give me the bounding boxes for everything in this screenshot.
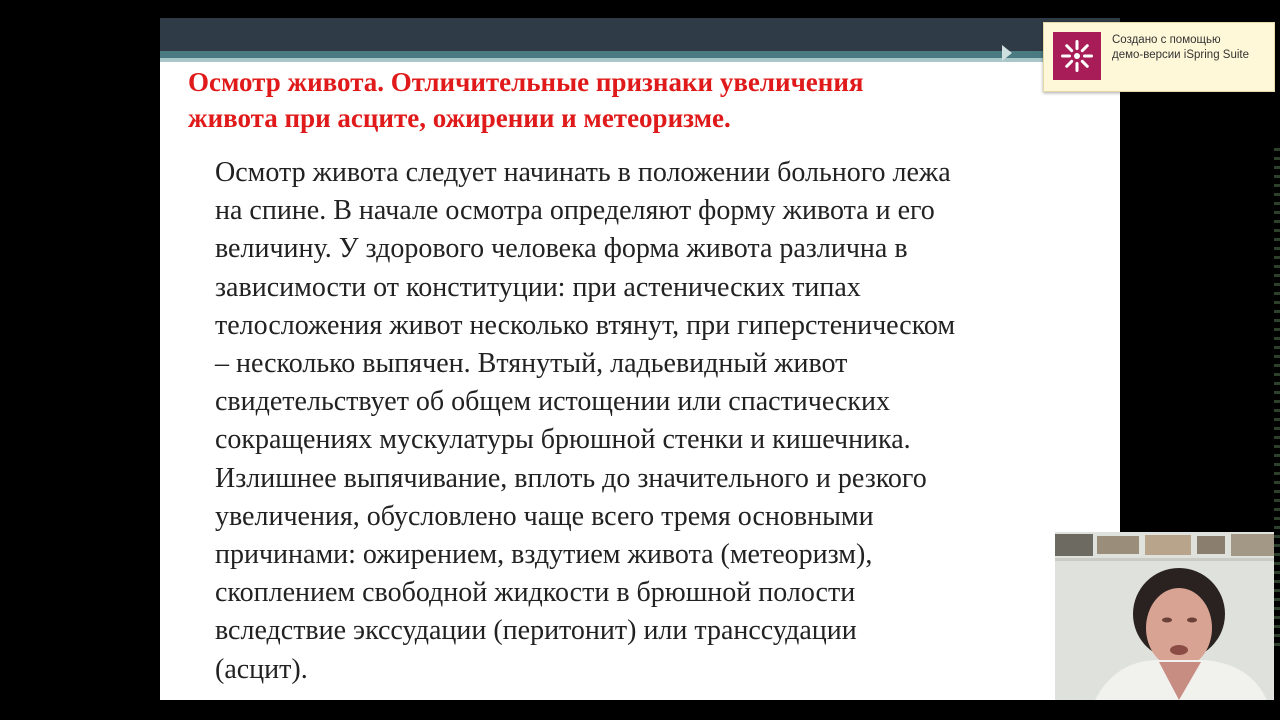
body-line: Излишнее выпячивание, вплоть до значительного и резкого <box>215 462 927 494</box>
slide-title <box>188 64 1068 136</box>
body-line: сокращениях мускулатуры брюшной стенки и кишечника. <box>215 424 911 456</box>
slide-header-line <box>160 58 1120 62</box>
body-line: величину. У здорового человека форма живота различна в <box>215 233 908 265</box>
watermark-line: демо-версии iSpring Suite <box>1112 49 1250 61</box>
body-line: Осмотр живота следует начинать в положении больного лежа <box>215 157 951 188</box>
triangle-icon <box>1002 45 1012 61</box>
body-line: увеличения, обусловлено чаще всего тремя основными <box>215 500 874 532</box>
side-strip <box>1274 148 1280 648</box>
slide-header-band <box>160 18 1120 51</box>
presentation-slide <box>160 18 1120 700</box>
body-line: (асцит). <box>215 653 308 685</box>
body-line: зависимости от конституции: при астенических типах <box>215 271 861 303</box>
webcam-video <box>1055 532 1274 700</box>
presenter-video-frame <box>1055 532 1274 700</box>
slide-body-text <box>215 154 1085 689</box>
watermark-text <box>1112 33 1272 63</box>
ispring-logo-icon <box>1053 32 1101 80</box>
body-line: на спине. В начале осмотра определяют форму живота и его <box>215 195 935 227</box>
slide-title-line: Осмотр живота. Отличительные признаки увеличения <box>188 67 864 97</box>
slide-title-line: живота при асците, ожирении и метеоризме. <box>188 103 731 133</box>
body-line: скоплением свободной жидкости в брюшной полости <box>215 577 856 609</box>
body-line: – несколько выпячен. Втянутый, ладьевидный живот <box>215 348 848 380</box>
body-line: причинами: ожирением, вздутием живота (метеоризм), <box>215 539 873 571</box>
slide-header-accent <box>160 51 1120 58</box>
body-line: вследствие экссудации (перитонит) или транссудации <box>215 615 857 647</box>
watermark-line: Создано с помощью <box>1112 34 1221 46</box>
body-line: телосложения живот несколько втянут, при гиперстеническом <box>215 309 956 341</box>
body-line: свидетельствует об общем истощении или спастических <box>215 386 891 418</box>
ispring-watermark[interactable] <box>1043 22 1275 92</box>
